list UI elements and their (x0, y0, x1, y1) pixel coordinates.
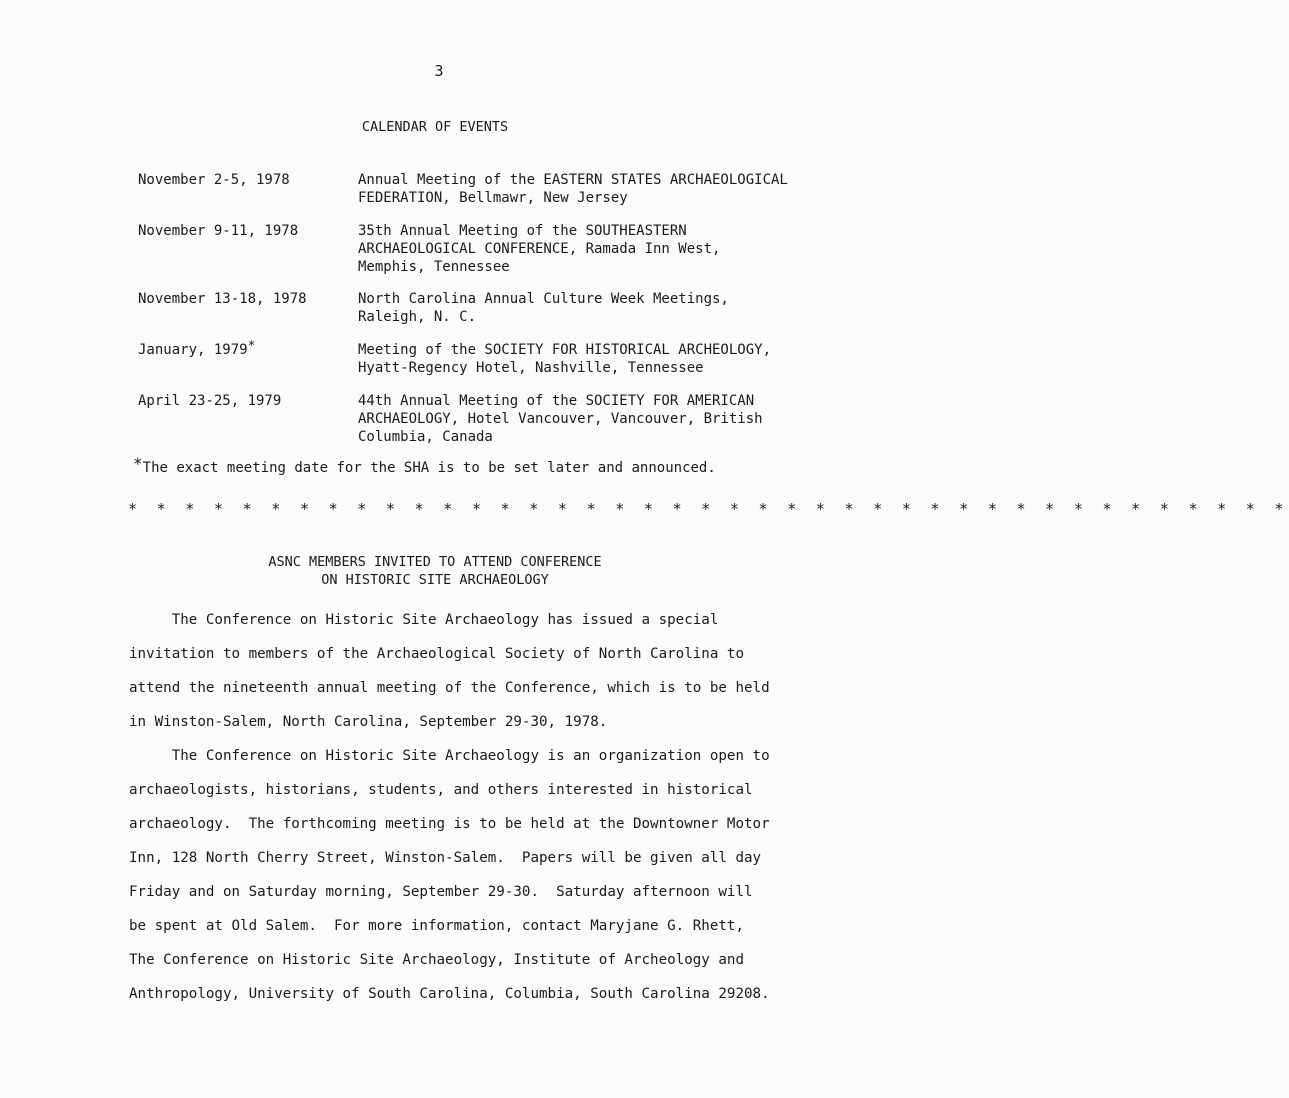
article-title-line: ON HISTORIC SITE ARCHAEOLOGY (321, 572, 549, 588)
event-date: April 23-25, 1979 (138, 393, 282, 409)
event-description: Meeting of the SOCIETY FOR HISTORICAL ARCHEOLOGY, Hyatt-Regency Hotel, Nashville, Tennessee (358, 342, 772, 376)
event-description: North Carolina Annual Culture Week Meetings, Raleigh, N. C. (358, 291, 729, 325)
asterisk-mark: * (247, 339, 256, 354)
event-date (138, 341, 353, 360)
article-title (0, 553, 870, 589)
body-line: The Conference on Historic Site Archaeology, Institute of Archeology and (129, 952, 744, 968)
asterisk-mark: * (133, 454, 143, 473)
body-line: in Winston-Salem, North Carolina, September 29-30, 1978. (129, 714, 608, 730)
body-line: archaeology. The forthcoming meeting is to be held at the Downtowner Motor (129, 816, 770, 832)
event-date: November 9-11, 1978 (138, 223, 299, 239)
page-number: 3 (434, 62, 444, 80)
body-line: The Conference on Historic Site Archaeology has issued a special (129, 612, 719, 628)
footnote-text: The exact meeting date for the SHA is to be set later and announced. (142, 460, 716, 476)
event-date: November 13-18, 1978 (138, 291, 307, 307)
event-date-text: January, 1979 (138, 342, 248, 358)
body-line: invitation to members of the Archaeological Society of North Carolina to (129, 646, 744, 662)
calendar-heading: CALENDAR OF EVENTS (361, 119, 509, 135)
footnote (133, 454, 716, 476)
body-line: attend the nineteenth annual meeting of the Conference, which is to be held (129, 680, 770, 696)
event-description: Annual Meeting of the EASTERN STATES ARCHAEOLOGICAL FEDERATION, Bellmawr, New Jersey (358, 172, 788, 206)
body-line: Anthropology, University of South Carolina, Columbia, South Carolina 29208. (129, 986, 770, 1002)
event-description: 44th Annual Meeting of the SOCIETY FOR AMERICAN ARCHAEOLOGY, Hotel Vancouver, Vancouver, British Columbia, Canada (358, 393, 763, 445)
article-title-line: ASNC MEMBERS INVITED TO ATTEND CONFERENCE (268, 554, 602, 570)
body-line: Friday and on Saturday morning, September 29-30. Saturday afternoon will (129, 884, 753, 900)
event-date: November 2-5, 1978 (138, 172, 290, 188)
body-line: The Conference on Historic Site Archaeology is an organization open to (129, 748, 770, 764)
star-divider: * * * * * * * * * * * * * * * * * * * * * * * * * * * * * * * * * * * * * * * * * (128, 500, 1289, 518)
body-line: be spent at Old Salem. For more information, contact Maryjane G. Rhett, (129, 918, 744, 934)
event-description: 35th Annual Meeting of the SOUTHEASTERN ARCHAEOLOGICAL CONFERENCE, Ramada Inn West, Memphis, Tennessee (358, 223, 721, 275)
body-line: archaeologists, historians, students, and others interested in historical (129, 782, 753, 798)
body-line: Inn, 128 North Cherry Street, Winston-Salem. Papers will be given all day (129, 850, 762, 866)
